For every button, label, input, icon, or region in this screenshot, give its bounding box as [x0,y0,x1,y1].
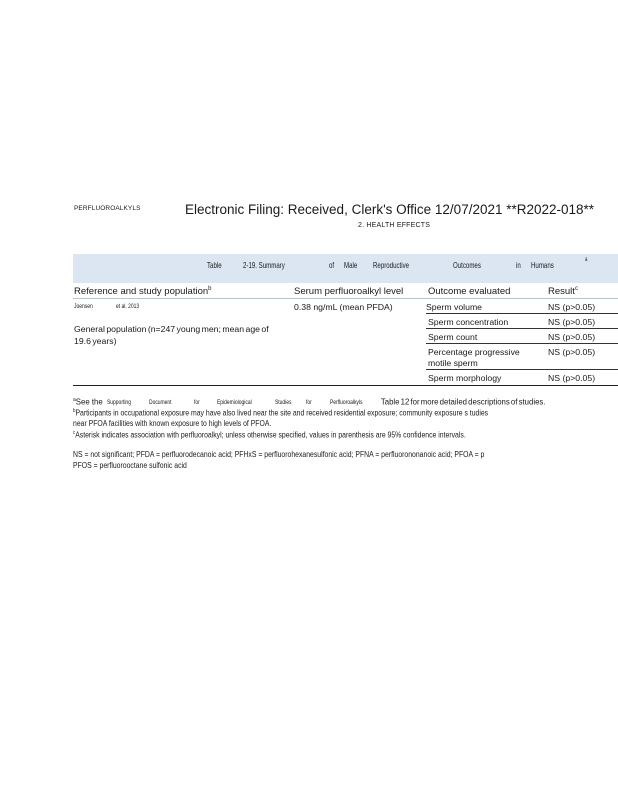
caption-word: Table [207,260,222,270]
result-sperm-volume: NS (p>0.05) [548,302,596,312]
row-divider [426,313,618,314]
caption-word: Male [344,260,358,270]
result-progressive-motile: NS (p>0.05) [548,347,596,357]
outcome-sperm-concentration: Sperm concentration [428,317,509,327]
caption-word: Outcomes [453,260,481,270]
outcome-sperm-morphology: Sperm morphology [428,373,502,383]
footnote-c: $^c$Asterisk indicates association with perfluoroalkyl; unless otherwise specified, values in parenthesis are 95% confidence intervals. [73,430,466,440]
reference-etal: et al. 2013 [116,303,140,310]
outcome-sperm-count: Sperm count [428,332,478,342]
caption-word: of [329,260,335,270]
row-divider [426,328,618,329]
row-divider [426,369,618,370]
serum-level: 0.38 ng/mL (mean PFDA) [294,302,393,312]
abbreviations-continued: PFOS = perfluorooctane sulfonic acid [73,461,187,470]
section-title: 2. HEALTH EFFECTS [358,222,431,229]
header-divider [73,298,618,299]
caption-word: 2-19. Summary [243,260,285,270]
caption-word: in [516,260,521,270]
study-population: General population (n=247 young men; mean age of 19.6 years) [74,324,269,346]
abbreviations: NS = not significant; PFDA = perfluorodecanoic acid; PFHxS = perfluorohexanesulfonic acid; PFNA = perfluorononanoic acid; PFOA = p [73,450,485,459]
caption-word: Humans [531,260,554,270]
table-caption [73,254,618,283]
result-sperm-count: NS (p>0.05) [548,332,596,342]
outcome-sperm-volume: Sperm volume [426,302,483,312]
row-divider [426,343,618,344]
result-sperm-morphology: NS (p>0.05) [548,373,596,383]
col-header-serum: Serum perfluoroalkyl level [294,286,404,297]
caption-superscript: a [585,257,588,263]
reference-author: Joensen [74,303,93,310]
col-header-reference: Reference and study population$^b$ [74,286,212,298]
running-head: PERFLUOROALKYLS [74,205,141,212]
table-bottom-rule [73,385,618,386]
col-header-outcome: Outcome evaluated [428,286,511,297]
footnote-b-continued: near PFOA facilities with known exposure to high levels of PFOA. [73,419,272,428]
col-header-result: Result$^c$ [548,286,578,298]
filing-stamp: Electronic Filing: Received, Clerk's Office 12/07/2021 **R2022-018** [185,202,595,217]
result-sperm-concentration: NS (p>0.05) [548,317,596,327]
footnote-b: $^b$Participants in occupational exposure may have also lived near the site and received residential exposure; community exposure s tudies [73,408,489,418]
outcome-progressive-motile: Percentage progressive motile sperm [428,347,520,368]
caption-word: Reproductive [373,260,410,270]
footnote-a: $^a$See the Supporting Document for Epidemiological Studies for Perfluoroalkyls Table 12 for more detailed descriptions of studies. [73,397,546,407]
